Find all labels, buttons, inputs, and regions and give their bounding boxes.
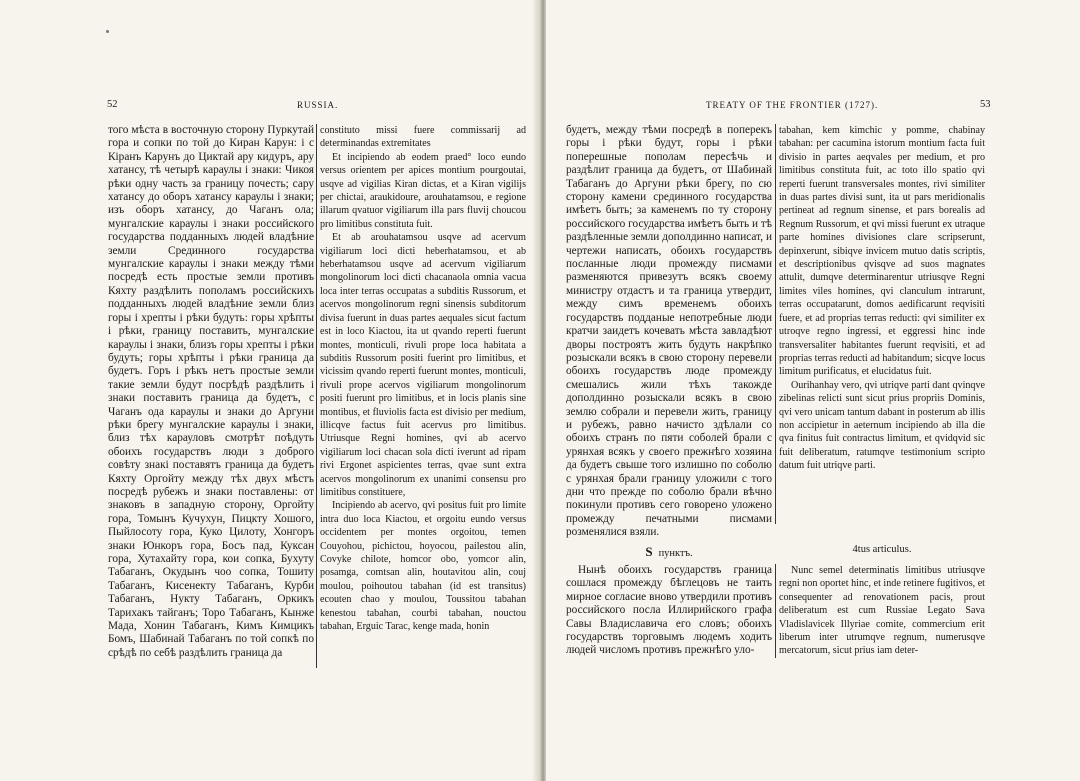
latin-section-text xyxy=(779,564,985,658)
latin-column-right xyxy=(779,124,985,473)
cyrillic-text: будетъ, между тѣми посредѣ в поперекъ горы i рѣки будут, горы i рѣки поперешные пополам пересѣчь и раздѣлит граница да будетъ, от Шабинай Табаганъ до Аргуни рѣки брегу, по сю сторону камени срединного государства имѣетъ быть; за каменемъ по ту сторону российского государства имѣетъ быть и тѣ раздѣленные земли дополдинно написат, и чертежи написать, обоихъ государствъ посланные люди промежду писмами разменяются привезутъ всякъ своему министру отдастъ и та граница утвердит, между симъ временемъ обоихъ государствъ подданые непотребные люди кратчи заидетъ кочевать мѣста завладѣют дворы построятъ жить будуть накрѣпко розыскали всякъ в свою сторону перевели обоихъ государствъ люде промежду смешались жили тѣхъ такожде дополдинно розыскали всякъ в свою землю собрали и перевели жить, границу и рубежъ, равно начисто здѣлали со обоихъ странъ по пяти соболей брали с урянхая всякъ у своего прежнѣго хозяина да будетъ свыше того излишно по соболю с урянхая брали границу уложили с того дни что прежде по соболю брали вѣчно покинули противъ сего говорено уложено промежду печатными писмами розменялися взяли. xyxy=(566,124,772,539)
cyrillic-paragraph: Нынѣ обоихъ государствъ граница сошлася промежду бѣглецовъ не таить мирное согласие вново утвердили противъ российского посла Иллирийского графа Савы Владиславича его словъ; обоихъ государствъ торговымъ людемъ ходить людей числомъ противъ прежнѣго уло- xyxy=(566,564,772,657)
section-number-glyph: Ѕ xyxy=(645,544,653,559)
latin-paragraph: Et ab arouhatamsou usqve ad acervum vigiliarum loci dicti heberhatamsou, et ab heberhatamsou usqve ad acervum vigiliarum mongolinorum loci dicti chacanaola omnia vacua loca inter terras occupatas a subditis Russorum, et acervos mongolinorum regni sinensis subditorum divisa fuerunt in duas partes aequales sicut factum est in loco Kiactou, ita ut qvando reperti fuerunt montes, monticuli, rivuli prope loca habitata a subditis Russorum positi fuerint pro limitibus, et vicissim qvando reperti fuerunt montes, monticuli, rivuli prope acervos vigiliarum mongolinorum positi fuerunt pro limitibus, et in locis planis sine montibus, et fluviolis facta est divisio per medium, illicqve factus fuit acervus pro limitibus. Utriusque Regni homines, qvi ab acervo vigiliarum loci chacan sola dicti iverunt ad ripam rivi Ergonet aspicientes terras, qvae sunt extra acervos mongolinorum ex unanimi consensu pro limitibus constituere, xyxy=(320,232,526,498)
latin-paragraph: constituto missi fuere commissarij ad determinandas extremitates xyxy=(320,125,526,150)
section-heading-latin: 4tus articulus. xyxy=(852,544,912,555)
running-head-right: TREATY OF THE FRONTIER (1727). xyxy=(706,100,879,110)
latin-paragraph: Nunc semel determinatis limitibus utriusqve regni non oportet hinc, et inde retinere fugitivos, et consequenter ad renovationem pacis, prout deliberatum est cum Russiae Legato Sava Vladislavicek Illyriae comite, commercium erit liberum inter utrumqve regnum, numerusqve mercatorum, sicut prius iam deter- xyxy=(779,565,985,657)
column-divider-right xyxy=(775,124,776,524)
running-head-left: RUSSIA. xyxy=(297,100,339,110)
latin-paragraph: tabahan, kem kimchic y pomme, chabinay tabahan: per cacumina istorum montium facta fuit divisio in partes aeqvales per medium, et pro limitibus constituta fuit, ac toto illo spatio qvi reperti fuerunt transversales montes, rivi similiter in duas partes divisi sunt, ita ut pars meridionalis pertineat ad regnum sinense, et pars borealis ad Regnum Russorum, et qvi missi fuerunt ex utraque parte homines divisiones clare scripserunt, depinxerunt, sibiqve invicem mutuo datis scriptis, et descriptionibus qvisqve ad suos magnates attulit, dumqve determinarentur utriusqve Regni limites viles homines, qvi clanculum intrarunt, terras occupatarunt, domos aedificarunt reqvisiti fuere, et ad proprias terras reducti: qvi similiter ex utroqve regno ingressi, et eggressi hinc inde transversaliter habitantes fuerunt reqvisiti, et ad proprias terras reducti ad habitandum; sicqve locus limitum purificatus, et elucidatus fuit. xyxy=(779,125,985,378)
page-number-right: 53 xyxy=(980,99,991,110)
cyrillic-text: того мѣста в восточную сторону Пуркутай гора и сопки по той до Киран Карун: i с Кiранъ Карунъ до Циктай ару кидуръ, ару хатансу, тѣ четырѣ караулы i знаки: Чикоя рѣки одну часть за границу почесть; сару хатансу до оборъ хатансу караулы i знаки; изъ оборъ хатансу, до Чаганъ ола; мунгалские караулы i знаки российского государства подданныхъ людей владѣние земли Срединного государства мунгалские караулы i знаки между тѣми посредѣ есть простые земли противъ Кяхту раздѣлить пополамъ российскихъ подданныхъ людей владѣние земли близ горы i хрепты i рѣки будуть: горы хрѣпты i рѣки, границу поставить, мунгалские караулы i знаки, близъ горы хрепты i рѣки будуть; горы хрѣпты i рѣки граница да будетъ. Горъ i рѣкъ нетъ простые земли такие земли будут посрѣдѣ раздѣлить i знаки поставить граница да будетъ, с Чаганъ ода караулы и знаки до Аргуни рѣки брегу мунгалские караулы i знаки, близ тѣх карауловъ смотрѣт поѣдуть обоихъ государствъ люди з доброго совѣту знакi поставятъ граница да будетъ Кяхту Оргойту между тѣх двух мѣстъ посредѣ рубежъ и знаки поставлены: от знаковъ в западную сторону, Оргойту гора, Томынъ Кучухун, Пицкту Хошого, Пыйлосоту гора, Куко Цилоту, Хонгоръ знаки Юнкоръ гора, Босъ пад, Куксан гора, Хутахайту гора, кои сопка, Бухуту Табаганъ, Окудынъ чоо сопка, Тошиту Табаганъ, Кисенекту Табаганъ, Курби Табаганъ, Нукту Табаганъ, Оркикъ Тарихакъ тайганъ; Торо Табаганъ, Кынже Мада, Хонин Табаганъ, Кимъ Кимцикъ Бомъ, Шабинай Табаганъ по той сопкѣ по срѣдѣ по себѣ раздѣлить граница да xyxy=(108,124,314,659)
latin-paragraph: Ourihanhay vero, qvi utriqve parti dant qvinqve zibelinas relicti sunt sicut prius propriis Dominis, qvi vero unicam tantum dabant in posterum ab illis non accipietur in aeternum incipiendo ab illa die qva finitus fuit contractus limitum, et qvidqvid sic fuit deliberatum, ratumqve testimonium scripto datum fuit utriqve parti. xyxy=(779,379,985,472)
column-divider-right-lower xyxy=(775,564,776,658)
cyrillic-column-left xyxy=(108,124,314,660)
right-page xyxy=(546,0,1080,781)
latin-paragraph: Et incipiendo ab eodem praed° loco eundo versus orientem per apices montium pourgoutai, usqve ad vigilias Kiran dictas, et a Kiran vigilijs per chictai, araukidoure, arouhatamsou, e regione illarum qvatuor vigiliarum illa pars fluvij choucou pro limitibus constituta fuit. xyxy=(320,151,526,230)
speck xyxy=(106,30,109,33)
section-heading-text: пунктъ. xyxy=(658,548,693,559)
latin-column-left xyxy=(320,124,526,633)
cyrillic-section-text xyxy=(566,564,772,658)
cyrillic-column-right xyxy=(566,124,772,540)
page-number-left: 52 xyxy=(107,99,118,110)
latin-paragraph: Incipiendo ab acervo, qvi positus fuit pro limite intra duo loca Kiactou, et orgoitu eundo versus occidentem per montes orgoitou, temen Couyohou, pichictou, hoyocou, pailestou alin, Covyke chilote, homcor obo, yomcor alin, posamga, comtsan alin, houtavitou alin, couj moulou, poihoutou tabahan (id est transitus) ecouten chao y moulou, Toussitou tabahan kenestou tabahan, courbi tabahan, nouctou tabahan, Erguic Tarac, kenge mada, honin xyxy=(320,500,526,633)
column-divider-left xyxy=(316,124,317,668)
section-heading-cyrillic xyxy=(566,544,772,560)
